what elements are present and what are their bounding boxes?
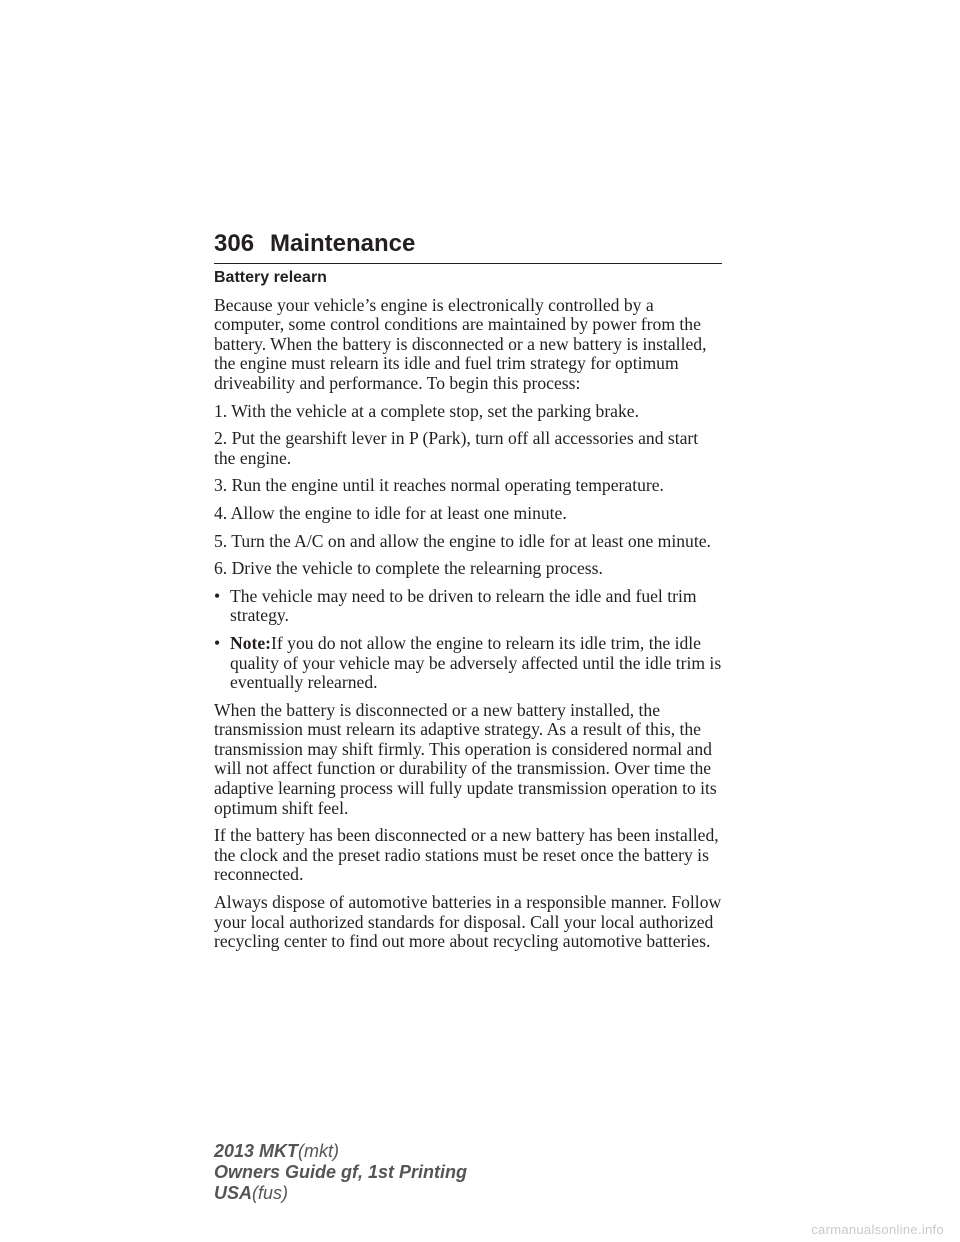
bullet-icon: • [214,585,221,606]
step-6: 6. Drive the vehicle to complete the relearning process. [214,558,603,579]
footer-model-code: (mkt) [298,1141,340,1161]
transmission-paragraph: When the battery is disconnected or a new battery installed, the transmission must relearn its adaptive strategy. As a result of this, the transmission may shift firmly. This operation is considered normal and will not affect function or durability of the transmission. Over time the adaptive learning process will fully update transmission operation to its optimum shift feel. [214,699,717,818]
clock-paragraph: If the battery has been disconnected or a new battery has been installed, the clock and the preset radio stations must be reset once the battery is reconnected. [214,825,719,885]
footer-model: 2013 MKT [214,1141,299,1161]
print-footer [214,1141,467,1204]
note-label: Note: [230,632,272,653]
step-1: 1. With the vehicle at a complete stop, set the parking brake. [214,400,639,421]
footer-line-market [214,1183,467,1204]
bullet-icon: • [214,632,221,653]
bullet-item-note [214,634,724,693]
disposal-paragraph: Always dispose of automotive batteries in a responsible manner. Follow your local authorized standards for disposal. Call your local authorized recycling center to find out more about recycling automotive batteries. [214,892,722,952]
footer-market-code: (fus) [252,1183,289,1203]
section-title: Maintenance [270,230,416,257]
page-number: 306 [214,230,255,257]
step-4: 4. Allow the engine to idle for at least one minute. [214,502,567,523]
footer-market: USA [214,1183,253,1203]
page-content [214,268,724,960]
footer-guide: Owners Guide gf, 1st Printing [214,1162,468,1182]
note-text: If you do not allow the engine to relearn its idle trim, the idle quality of your vehicle may be adversely affected until the idle trim is eventually relearned. [230,632,722,693]
step-5: 5. Turn the A/C on and allow the engine to idle for at least one minute. [214,530,711,551]
step-2: 2. Put the gearshift lever in P (Park), turn off all accessories and start the engine. [214,428,699,468]
bullet-text: The vehicle may need to be driven to relearn the idle and fuel trim strategy. [230,585,697,626]
section-heading: Battery relearn [214,269,327,286]
footer-line-model [214,1141,467,1162]
page-header [214,229,722,264]
watermark: carmanualsonline.info [811,1222,944,1237]
step-3: 3. Run the engine until it reaches normal operating temperature. [214,475,664,496]
bullet-item [214,587,724,626]
intro-paragraph: Because your vehicle’s engine is electronically controlled by a computer, some control conditions are maintained by power from the battery. When the battery is disconnected or a new battery is installed, the engine must relearn its idle and fuel trim strategy for optimum driveability and performance. To begin this process: [214,294,707,393]
